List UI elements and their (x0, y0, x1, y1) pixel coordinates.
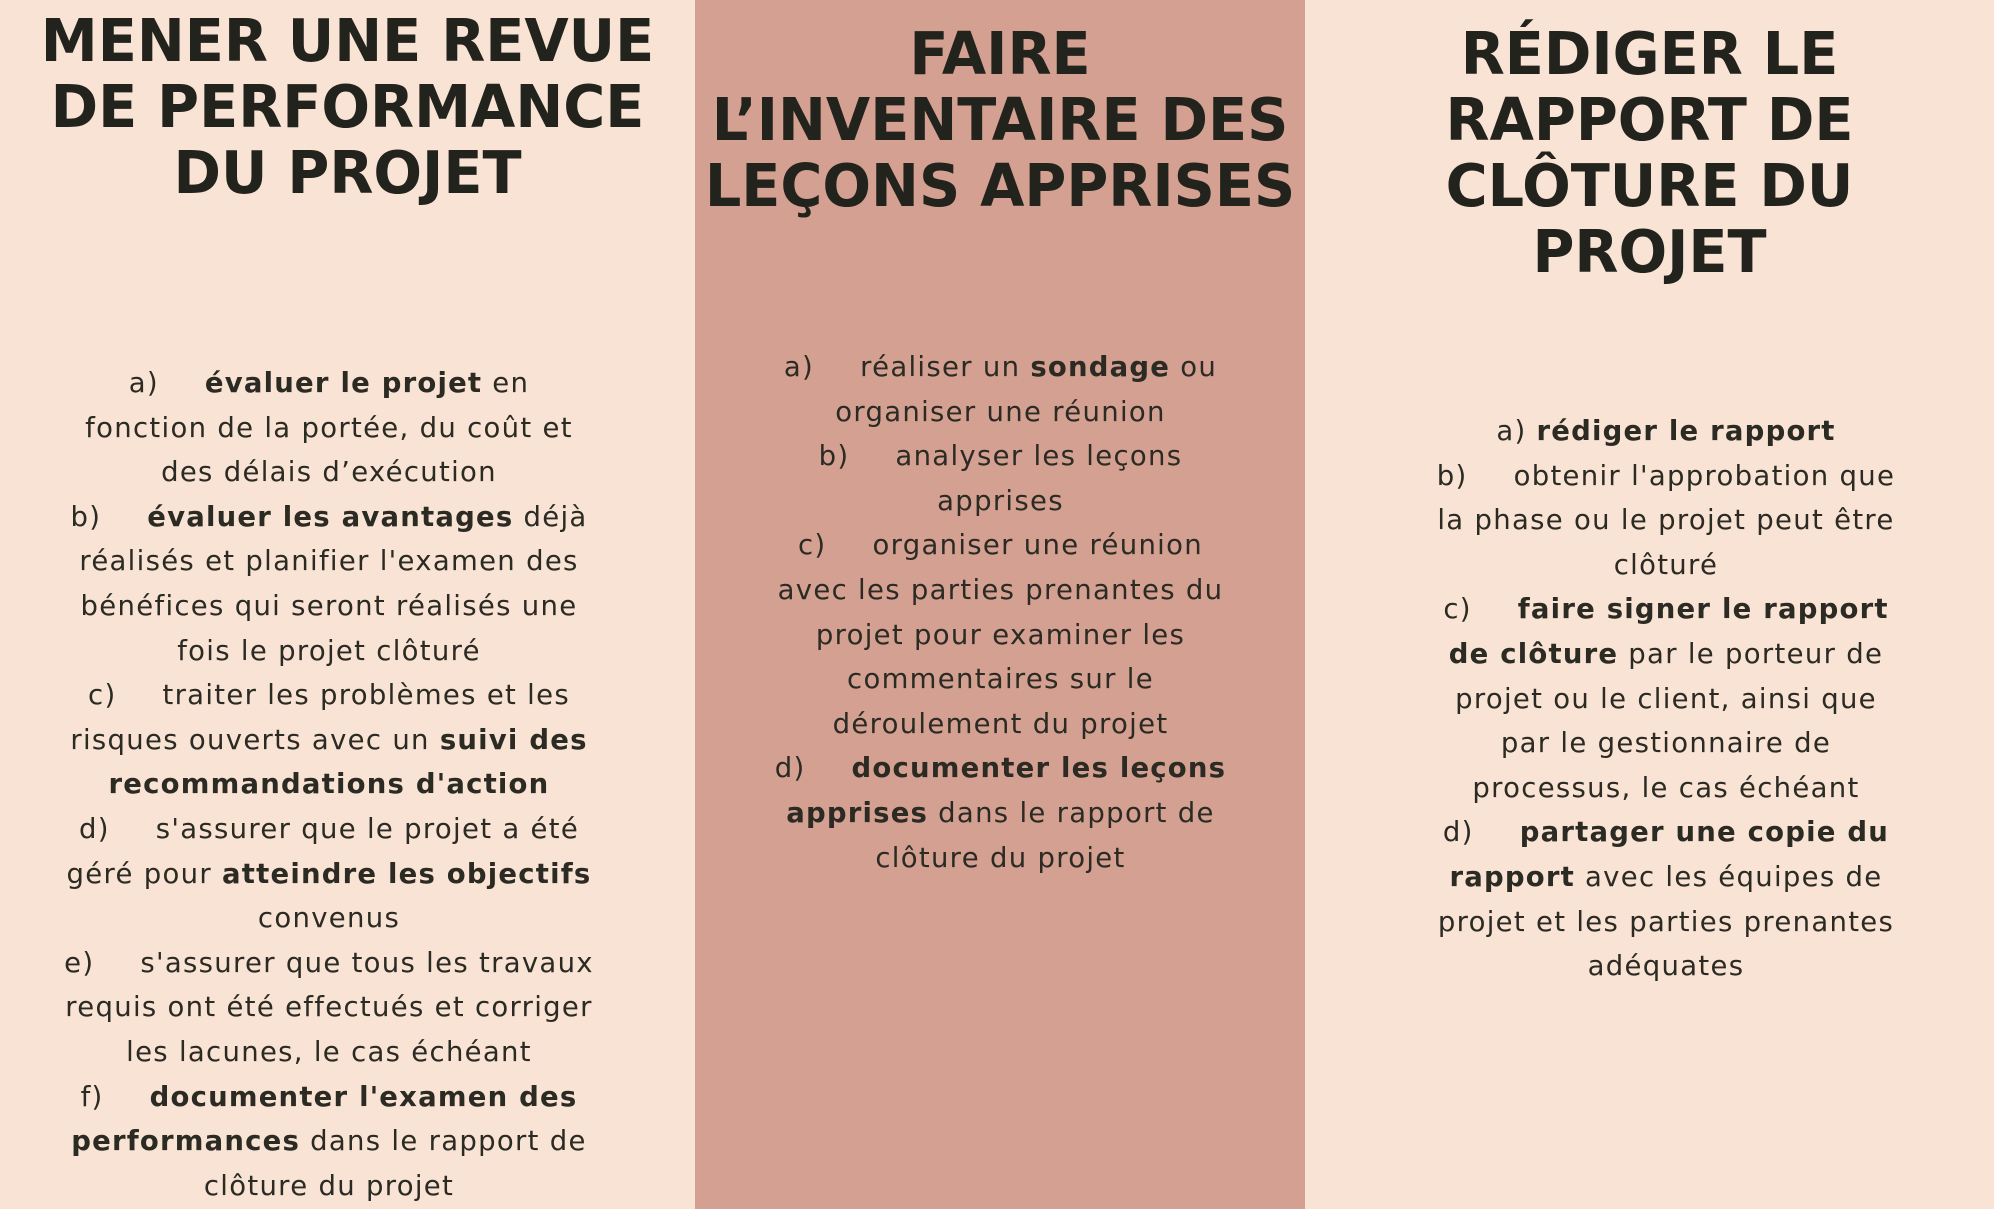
item-emphasis: partager une copie du rapport (1449, 816, 1890, 893)
item-emphasis: évaluer les avantages (147, 500, 514, 533)
list-item (763, 523, 1238, 746)
item-marker: a) (783, 351, 815, 383)
title-line: PROJET (1532, 217, 1767, 286)
item-emphasis: faire signer le rapport de clôture (1448, 593, 1889, 670)
item-marker: e) (64, 946, 95, 979)
item-emphasis: évaluer le projet (204, 367, 483, 399)
list-item (64, 361, 594, 495)
column-performance-review (0, 0, 695, 1209)
item-marker: a) (1496, 415, 1527, 447)
item-marker: c) (1443, 593, 1472, 626)
item-text: obtenir l'approbation que la phase ou le projet peut être clôturé (1437, 459, 1896, 581)
list-item (64, 807, 594, 941)
item-emphasis: suivi des recommandations d'action (108, 723, 588, 801)
list-item (64, 1075, 594, 1209)
item-text: en fonction de la portée, du coût et des délais d’exécution (85, 367, 573, 489)
item-emphasis: rédiger le rapport (1536, 415, 1836, 447)
list-item (763, 345, 1238, 434)
item-emphasis: sondage (1030, 351, 1171, 383)
list-item (1434, 409, 1898, 454)
item-emphasis: documenter les leçons apprises (786, 752, 1227, 829)
column-lessons-learned (695, 0, 1305, 1209)
item-text: convenus (257, 902, 401, 935)
item-text: par le porteur de projet ou le client, ainsi que par le gestionnaire de processus, le cas échéant (1455, 637, 1884, 804)
item-text: réaliser un (860, 351, 1031, 383)
item-marker: f) (80, 1080, 104, 1113)
column-title (1315, 21, 1983, 285)
item-text: s'assurer que le projet a été géré pour (66, 812, 580, 890)
item-text: s'assurer que tous les travaux requis ont été effectués et corriger les lacunes, le cas échéant (65, 946, 594, 1068)
item-text: analyser les leçons apprises (895, 440, 1183, 517)
title-line: DU PROJET (173, 138, 522, 207)
title-line: DE PERFORMANCE (50, 72, 645, 141)
column-closure-report (1305, 0, 1994, 1209)
item-marker: c) (798, 529, 827, 562)
list-item (1434, 587, 1898, 810)
item-emphasis: atteindre les objectifs (222, 857, 592, 890)
list-item (64, 495, 594, 673)
item-text: déjà réalisés et planifier l'examen des bénéfices qui seront réalisés une fois le projet clôturé (79, 500, 588, 667)
title-line: RAPPORT DE (1445, 85, 1854, 154)
item-marker: b) (1436, 459, 1468, 492)
title-line: FAIRE (909, 19, 1091, 88)
item-marker: a) (128, 367, 159, 399)
list-item (763, 434, 1238, 523)
title-line: MENER UNE REVUE (40, 6, 655, 75)
item-marker: d) (1442, 816, 1474, 849)
title-line: RÉDIGER LE (1460, 19, 1839, 88)
list-item (763, 746, 1238, 880)
title-line: CLÔTURE DU (1445, 151, 1854, 220)
item-marker: b) (818, 440, 850, 473)
step-list (64, 361, 594, 1208)
item-text: ou organiser une réunion (835, 351, 1218, 428)
item-text: dans le rapport de clôture du projet (875, 796, 1215, 874)
title-line: L’INVENTAIRE DES (711, 85, 1289, 154)
item-marker: d) (78, 812, 110, 845)
item-marker: d) (774, 752, 806, 785)
item-marker: b) (70, 500, 102, 533)
list-item (1434, 454, 1898, 588)
title-line: LEÇONS APPRISES (704, 151, 1296, 220)
item-text: avec les équipes de projet et les parties prenantes adéquates (1437, 860, 1895, 983)
step-list (1434, 409, 1898, 989)
list-item (64, 673, 594, 807)
item-marker: c) (88, 679, 117, 712)
column-title (704, 21, 1296, 219)
step-list (763, 345, 1238, 880)
list-item (64, 941, 594, 1075)
item-text: traiter les problèmes et les risques ouverts avec un (70, 679, 570, 756)
item-text: dans le rapport de clôture du projet (203, 1125, 587, 1202)
item-text: organiser une réunion avec les parties prenantes du projet pour examiner les commentaires sur le déroulement du projet (777, 529, 1224, 740)
item-emphasis: documenter l'examen des performances (71, 1080, 578, 1158)
column-title (10, 8, 684, 206)
list-item (1434, 810, 1898, 988)
